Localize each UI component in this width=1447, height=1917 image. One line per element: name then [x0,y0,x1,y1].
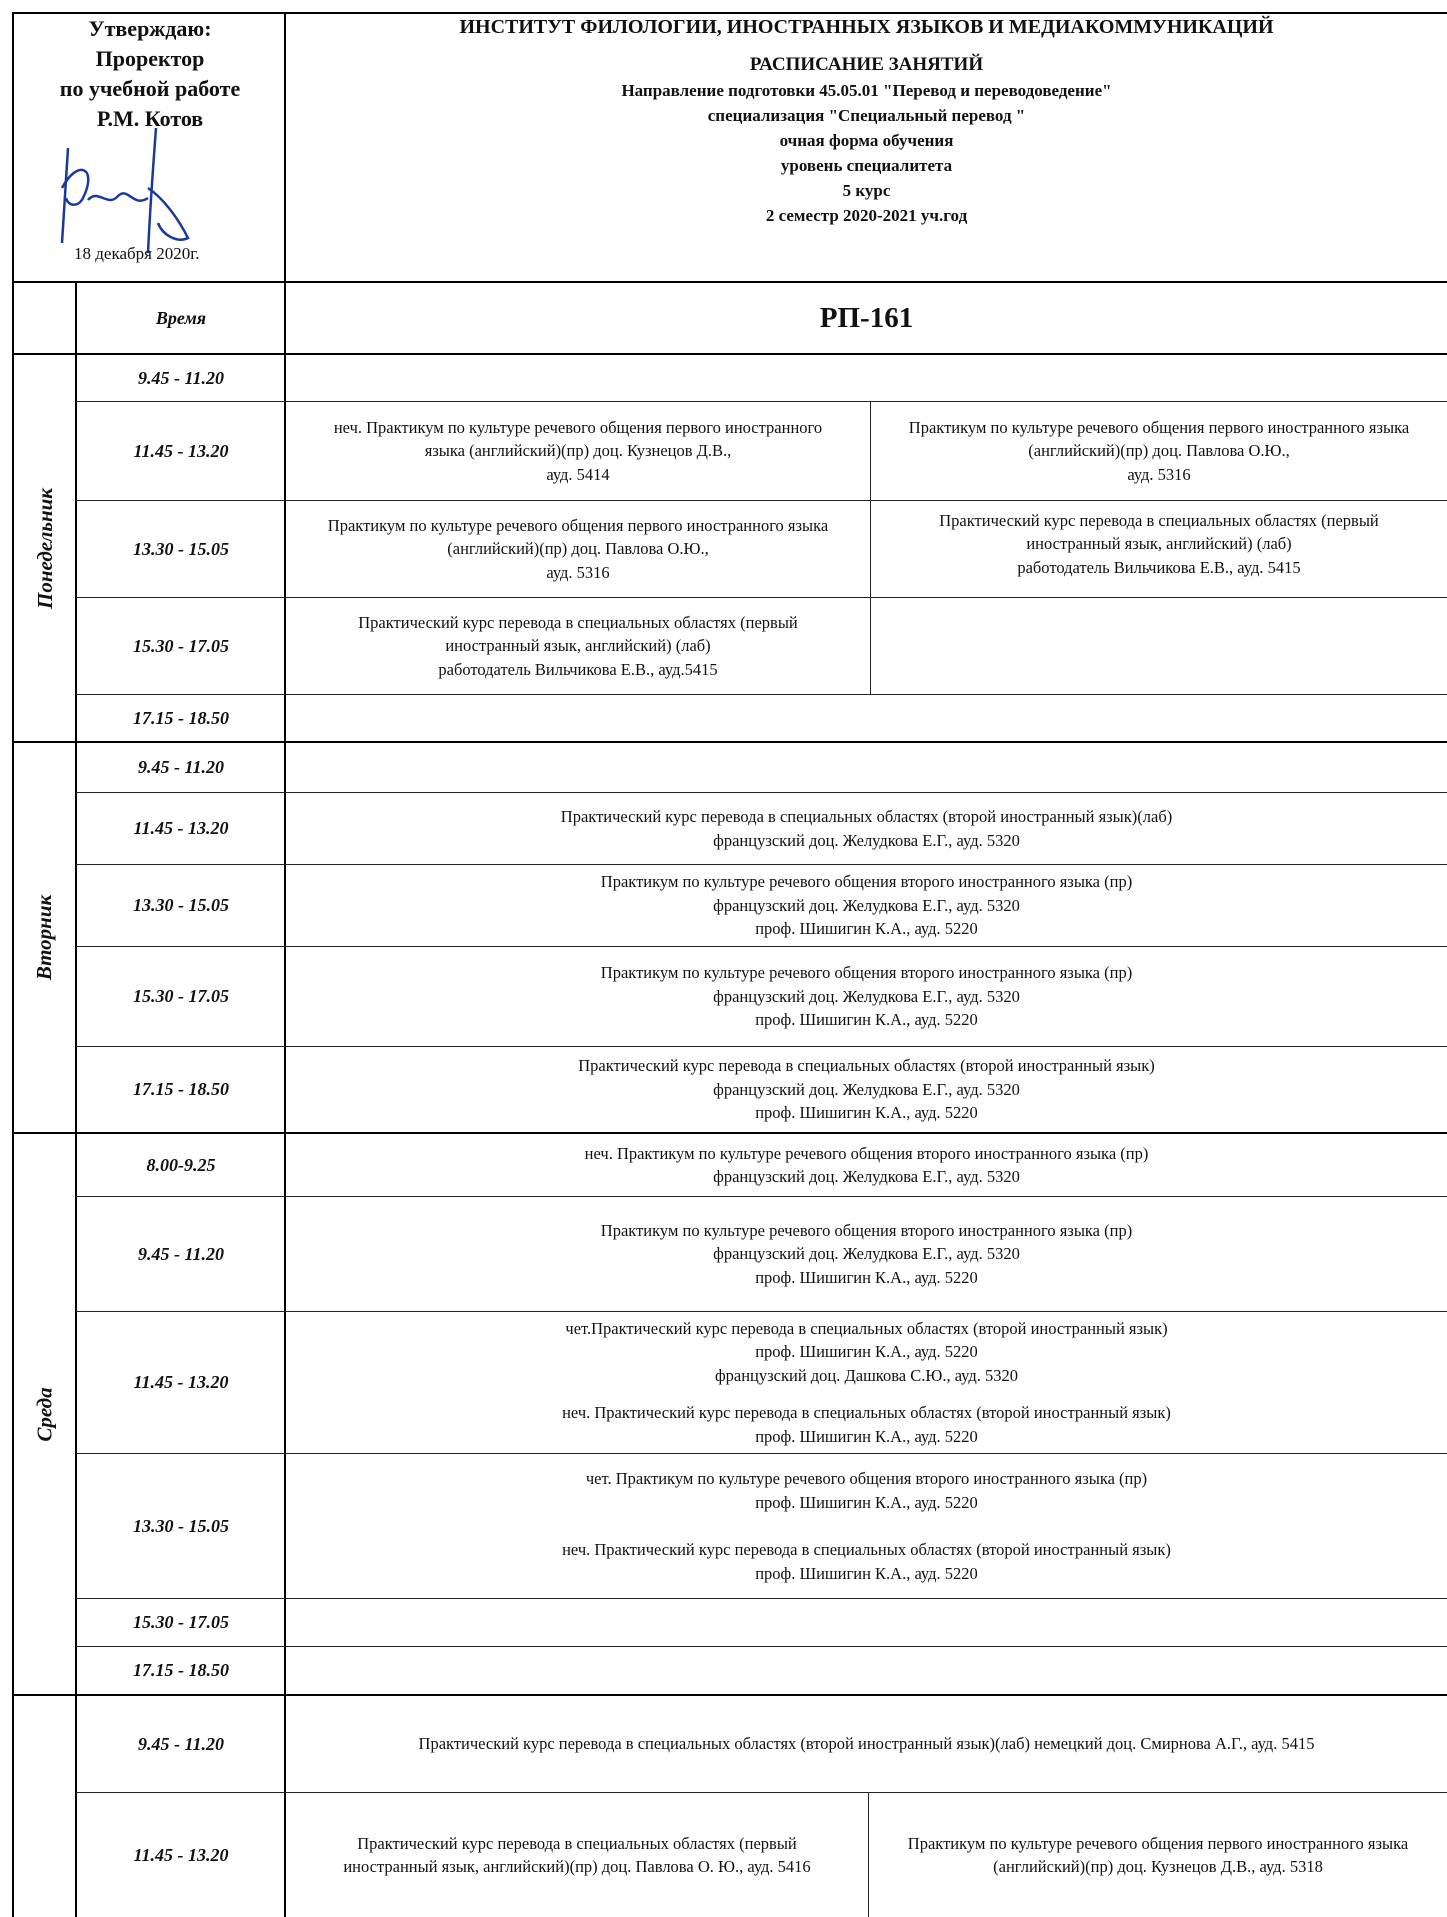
class-entry: Практикум по культуре речевого общения первого иностранного языка (английский)(пр) доц. Кузнецов Д.В., ауд. 5318 [907,1833,1409,1876]
time-slot: 17.15 - 18.50 [133,1660,229,1680]
class-entry: Практический курс перевода в специальных областях (второй иностранный язык)(лаб) немецкий доц. Смирнова А.Г., ауд. 5415 [418,1734,1315,1754]
time-slot: 13.30 - 15.05 [133,538,229,559]
time-slot: 17.15 - 18.50 [133,707,229,728]
class-entry: неч. Практикум по культуре речевого общения первого иностранного языка (английский)(пр) доц. Кузнецов Д.В., ауд. 5414 [333,417,823,484]
class-entry: чет. Практикум по культуре речевого общения второго иностранного языка (пр) проф. Шишигин К.А., ауд. 5220 неч. Практический курс перевода в специальных областях (второй иностранный язык) проф. Шишигин К.А., ауд. 5220 [562,1469,1171,1583]
time-slot: 9.45 - 11.20 [137,1243,224,1264]
time-slot: 15.30 - 17.05 [133,635,229,656]
time-slot: 13.30 - 15.05 [133,895,229,915]
time-slot: 11.45 - 13.20 [133,1844,229,1865]
group-column-header: РП-161 [819,301,914,334]
institute-name: ИНСТИТУТ ФИЛОЛОГИИ, ИНОСТРАННЫХ ЯЗЫКОВ И МЕДИАКОММУНИКАЦИЙ [459,16,1274,38]
study-form: очная форма обучения [779,131,954,150]
day-wednesday: Среда [32,1386,57,1442]
class-entry: Практикум по культуре речевого общения первого иностранного языка (английский)(пр) доц. Павлова О.Ю., ауд. 5316 [908,417,1410,484]
time-slot: 11.45 - 13.20 [133,1372,229,1392]
time-slot: 9.45 - 11.20 [137,367,224,388]
study-level: уровень специалитета [780,156,953,175]
time-slot: 11.45 - 13.20 [133,440,229,461]
direction: Направление подготовки 45.05.01 "Перевод и переводоведение" [621,81,1112,100]
time-slot: 15.30 - 17.05 [133,986,229,1006]
time-slot: 13.30 - 15.05 [133,1515,229,1536]
approval-date: 18 декабря 2020г. [74,244,200,263]
page-title: РАСПИСАНИЕ ЗАНЯТИЙ [749,54,984,75]
class-entry: Практический курс перевода в специальных областях (второй иностранный язык)(лаб) французский доц. Желудкова Е.Г., ауд. 5320 [560,807,1173,850]
approval-line-1: Утверждаю: [88,16,212,41]
approval-line-3: по учебной работе [59,76,241,101]
time-slot: 8.00-9.25 [146,1154,216,1175]
class-entry: Практикум по культуре речевого общения второго иностранного языка (пр) французский доц. Желудкова Е.Г., ауд. 5320 проф. Шишигин К.А., ауд. 5220 [600,872,1133,939]
day-tuesday: Вторник [32,894,57,981]
semester: 2 семестр 2020-2021 уч.год [765,206,968,225]
time-slot: 15.30 - 17.05 [133,1612,229,1632]
class-entry: Практикум по культуре речевого общения второго иностранного языка (пр) французский доц. Желудкова Е.Г., ауд. 5320 проф. Шишигин К.А., ауд. 5220 [600,1220,1133,1287]
class-entry: Практический курс перевода в специальных областях (второй иностранный язык) французский доц. Желудкова Е.Г., ауд. 5320 проф. Шишигин К.А., ауд. 5220 [578,1056,1155,1123]
approval-line-2: Проректор [95,46,205,71]
specialization: специализация "Специальный перевод " [707,106,1026,125]
class-entry: чет.Практический курс перевода в специальных областях (второй иностранный язык) проф. Шишигин К.А., ауд. 5220 французский доц. Дашкова С.Ю., ауд. 5320 неч. Практический курс перевода в специальных областях (второй иностранный язык) проф. Шишигин К.А., ауд. 5220 [562,1318,1171,1446]
class-entry: Практический курс перевода в специальных областях (первый иностранный язык, английский) (лаб) работодатель Вильчикова Е.В., ауд.5415 [358,612,798,679]
day-monday: Понедельник [32,487,57,609]
approval-block [14,14,286,134]
approval-line-4: Р.М. Котов [96,106,204,131]
time-slot: 17.15 - 18.50 [133,1079,229,1099]
time-column-header: Время [155,307,207,328]
document-header [286,12,1447,228]
class-entry: Практический курс перевода в специальных областях (первый иностранный язык, английский)(пр) доц. Павлова О. Ю., ауд. 5416 [343,1833,811,1876]
class-entry: Практикум по культуре речевого общения первого иностранного языка (английский)(пр) доц. Павлова О.Ю., ауд. 5316 [327,515,829,582]
time-slot: 9.45 - 11.20 [137,1733,224,1754]
class-entry: неч. Практикум по культуре речевого общения второго иностранного языка (пр) французский доц. Желудкова Е.Г., ауд. 5320 [584,1143,1149,1186]
course: 5 курс [842,181,891,200]
class-entry: Практикум по культуре речевого общения второго иностранного языка (пр) французский доц. Желудкова Е.Г., ауд. 5320 проф. Шишигин К.А., ауд. 5220 [600,963,1133,1030]
time-slot: 11.45 - 13.20 [133,818,229,838]
class-entry: Практический курс перевода в специальных областях (первый иностранный язык, английский) (лаб) работодатель Вильчикова Е.В., ауд. 5415 [939,510,1379,577]
time-slot: 9.45 - 11.20 [137,757,224,777]
